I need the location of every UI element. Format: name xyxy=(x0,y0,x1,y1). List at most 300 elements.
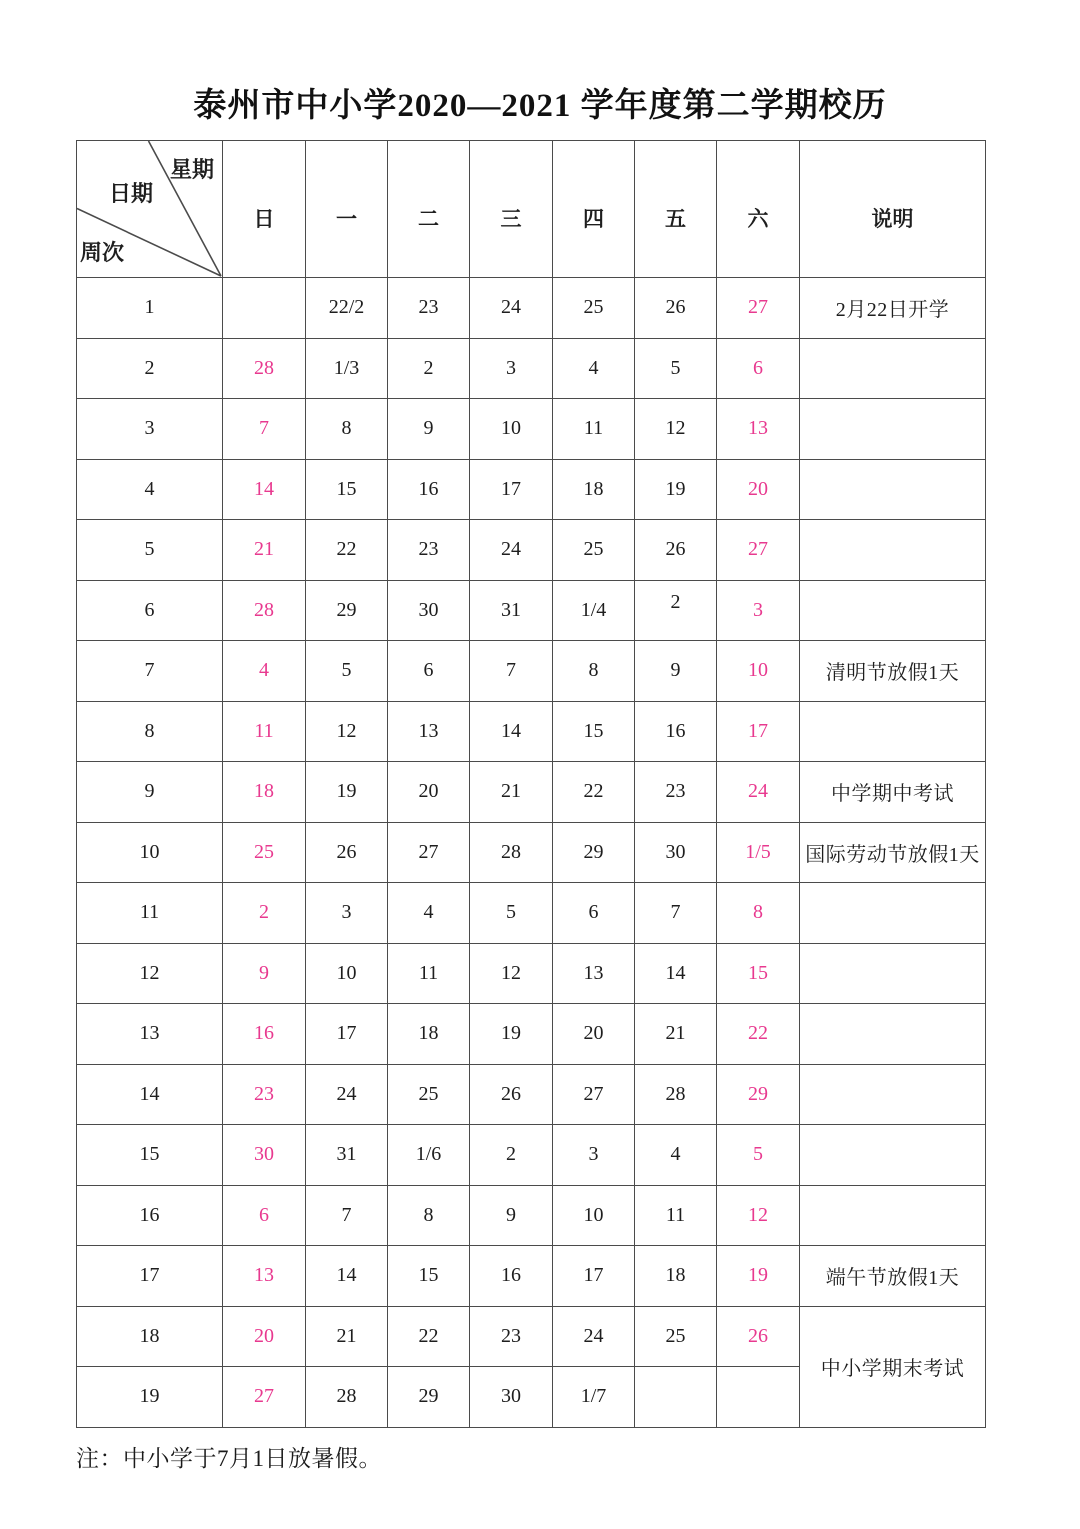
date-value: 19 xyxy=(748,1264,768,1287)
date-cell xyxy=(717,1367,800,1428)
note-cell xyxy=(800,399,986,460)
date-value: 16 xyxy=(501,1264,521,1287)
date-cell xyxy=(388,1064,470,1125)
date-cell xyxy=(306,520,388,581)
date-value: 20 xyxy=(254,1324,274,1347)
date-value: 9 xyxy=(259,961,269,984)
date-value: 21 xyxy=(336,1324,357,1347)
date-cell xyxy=(223,278,306,339)
date-value: 28 xyxy=(501,840,521,863)
date-cell xyxy=(306,1367,388,1428)
date-cell xyxy=(223,580,306,641)
date-cell xyxy=(470,1367,553,1428)
date-cell xyxy=(306,278,388,339)
date-cell xyxy=(553,520,635,581)
date-value: 22 xyxy=(583,780,604,803)
date-cell xyxy=(717,1064,800,1125)
date-value: 21 xyxy=(254,538,274,561)
date-cell xyxy=(223,701,306,762)
date-cell xyxy=(223,1246,306,1307)
date-value: 27 xyxy=(254,1385,274,1408)
date-value: 26 xyxy=(336,840,357,863)
date-cell xyxy=(553,762,635,823)
week-number: 17 xyxy=(77,1246,223,1307)
date-cell xyxy=(553,943,635,1004)
date-cell xyxy=(635,459,717,520)
week-number: 4 xyxy=(77,459,223,520)
date-value: 13 xyxy=(583,961,604,984)
date-value: 15 xyxy=(583,719,604,742)
day-header-tue: 二 xyxy=(388,141,470,278)
note-cell xyxy=(800,338,986,399)
date-cell xyxy=(717,883,800,944)
date-cell xyxy=(306,1125,388,1186)
date-cell xyxy=(553,399,635,460)
date-cell xyxy=(388,1246,470,1307)
calendar-week-row xyxy=(77,338,986,399)
date-value: 22 xyxy=(748,1022,768,1045)
date-cell xyxy=(223,1125,306,1186)
date-cell xyxy=(388,338,470,399)
date-value: 19 xyxy=(501,1022,521,1045)
note-cell: 2月22日开学 xyxy=(800,278,986,339)
date-value: 29 xyxy=(748,1082,768,1105)
date-cell xyxy=(717,701,800,762)
date-cell xyxy=(717,278,800,339)
date-cell xyxy=(717,580,800,641)
date-cell xyxy=(470,338,553,399)
date-cell xyxy=(306,1064,388,1125)
note-cell xyxy=(800,883,986,944)
date-value: 10 xyxy=(583,1203,604,1226)
date-cell xyxy=(553,641,635,702)
date-value: 20 xyxy=(748,477,768,500)
date-cell xyxy=(635,1125,717,1186)
date-cell xyxy=(717,1246,800,1307)
date-value: 13 xyxy=(418,719,439,742)
date-cell xyxy=(388,701,470,762)
date-value: 29 xyxy=(583,840,604,863)
date-cell xyxy=(470,1185,553,1246)
date-cell xyxy=(223,459,306,520)
date-cell xyxy=(306,762,388,823)
date-value: 9 xyxy=(423,417,434,440)
calendar-week-row xyxy=(77,701,986,762)
footnote: 注：中小学于7月1日放暑假。 xyxy=(76,1446,382,1471)
date-cell xyxy=(306,641,388,702)
date-cell xyxy=(553,1125,635,1186)
date-cell xyxy=(635,762,717,823)
date-value: 6 xyxy=(753,356,763,379)
note-cell xyxy=(800,943,986,1004)
day-header-sun: 日 xyxy=(223,141,306,278)
date-cell xyxy=(717,1306,800,1367)
date-cell xyxy=(388,399,470,460)
date-value: 27 xyxy=(748,296,768,319)
date-value: 3 xyxy=(753,598,763,621)
date-value: 28 xyxy=(336,1385,357,1408)
date-value: 2 xyxy=(506,1143,516,1166)
date-cell xyxy=(223,883,306,944)
date-value: 28 xyxy=(254,598,274,621)
date-cell xyxy=(635,520,717,581)
date-value: 1/6 xyxy=(415,1143,442,1166)
calendar-week-row xyxy=(77,1246,986,1307)
page-title: 泰州市中小学2020—2021 学年度第二学期校历 xyxy=(193,88,887,124)
date-cell xyxy=(717,459,800,520)
calendar-week-row xyxy=(77,1306,986,1367)
date-value: 25 xyxy=(418,1082,439,1105)
date-cell xyxy=(635,338,717,399)
date-value: 15 xyxy=(336,477,357,500)
week-number: 1 xyxy=(77,278,223,339)
date-value: 9 xyxy=(506,1203,516,1226)
date-value: 7 xyxy=(506,659,516,682)
calendar-week-row xyxy=(77,641,986,702)
date-cell xyxy=(306,943,388,1004)
date-value: 13 xyxy=(254,1264,274,1287)
date-cell xyxy=(470,883,553,944)
date-value: 11 xyxy=(665,1203,686,1226)
date-value: 30 xyxy=(254,1143,274,1166)
date-cell xyxy=(306,883,388,944)
date-cell xyxy=(635,1306,717,1367)
date-value: 11 xyxy=(254,719,274,742)
date-value: 1/5 xyxy=(745,840,771,863)
calendar-week-row xyxy=(77,1064,986,1125)
date-value: 16 xyxy=(254,1022,274,1045)
calendar-week-row xyxy=(77,520,986,581)
date-value: 4 xyxy=(670,1143,681,1166)
date-cell xyxy=(470,943,553,1004)
week-number: 11 xyxy=(77,883,223,944)
date-value: 18 xyxy=(583,477,604,500)
date-value: 14 xyxy=(501,719,521,742)
date-cell xyxy=(635,701,717,762)
date-cell xyxy=(553,1367,635,1428)
date-cell xyxy=(470,822,553,883)
note-cell xyxy=(800,459,986,520)
date-value: 6 xyxy=(423,659,434,682)
date-cell xyxy=(306,1306,388,1367)
calendar-week-row xyxy=(77,822,986,883)
week-number: 7 xyxy=(77,641,223,702)
date-cell xyxy=(470,1004,553,1065)
date-cell xyxy=(717,338,800,399)
date-cell xyxy=(388,822,470,883)
corner-week-label: 星期 xyxy=(169,157,214,182)
date-value: 28 xyxy=(254,356,274,379)
week-number: 2 xyxy=(77,338,223,399)
date-cell xyxy=(223,1367,306,1428)
date-cell xyxy=(470,701,553,762)
date-value: 23 xyxy=(418,296,439,319)
date-cell xyxy=(635,822,717,883)
date-cell xyxy=(553,1004,635,1065)
date-cell xyxy=(388,520,470,581)
date-value: 6 xyxy=(259,1203,269,1226)
date-cell xyxy=(388,1306,470,1367)
date-cell xyxy=(388,1125,470,1186)
date-value: 2 xyxy=(423,356,434,379)
note-cell: 中小学期末考试 xyxy=(800,1306,986,1427)
date-value: 17 xyxy=(583,1264,604,1287)
note-cell xyxy=(800,1064,986,1125)
week-number: 15 xyxy=(77,1125,223,1186)
date-value: 22 xyxy=(418,1324,439,1347)
date-value: 15 xyxy=(748,961,768,984)
date-cell xyxy=(635,1367,717,1428)
date-value: 7 xyxy=(259,417,269,440)
date-cell xyxy=(223,520,306,581)
date-value: 23 xyxy=(254,1082,274,1105)
date-cell xyxy=(470,520,553,581)
week-number: 3 xyxy=(77,399,223,460)
date-cell xyxy=(635,641,717,702)
week-number: 14 xyxy=(77,1064,223,1125)
date-value: 27 xyxy=(418,840,439,863)
date-value: 14 xyxy=(665,961,686,984)
date-cell xyxy=(470,1306,553,1367)
date-value: 10 xyxy=(501,417,521,440)
date-value: 12 xyxy=(665,417,686,440)
date-value: 30 xyxy=(665,840,686,863)
date-cell xyxy=(553,580,635,641)
date-cell xyxy=(306,701,388,762)
date-value: 26 xyxy=(665,296,686,319)
day-header-thu: 四 xyxy=(553,141,635,278)
date-value: 10 xyxy=(748,659,768,682)
date-cell xyxy=(223,1004,306,1065)
date-cell xyxy=(306,1185,388,1246)
date-value: 25 xyxy=(665,1324,686,1347)
date-cell xyxy=(635,278,717,339)
date-value: 5 xyxy=(341,659,352,682)
date-cell xyxy=(470,278,553,339)
day-header-mon: 一 xyxy=(306,141,388,278)
calendar-table xyxy=(76,140,986,1428)
date-value: 12 xyxy=(336,719,357,742)
date-cell xyxy=(388,762,470,823)
date-cell xyxy=(553,278,635,339)
date-cell xyxy=(306,1246,388,1307)
note-cell xyxy=(800,580,986,641)
date-value: 10 xyxy=(336,961,357,984)
date-value: 5 xyxy=(670,356,681,379)
day-header-fri: 五 xyxy=(635,141,717,278)
corner-cell xyxy=(77,141,223,278)
date-cell xyxy=(553,1246,635,1307)
date-value: 23 xyxy=(418,538,439,561)
date-cell xyxy=(388,1185,470,1246)
date-value: 18 xyxy=(665,1264,686,1287)
date-cell xyxy=(553,338,635,399)
note-cell xyxy=(800,1004,986,1065)
date-value: 17 xyxy=(336,1022,357,1045)
date-cell xyxy=(223,641,306,702)
date-value: 19 xyxy=(336,780,357,803)
date-value: 12 xyxy=(748,1203,768,1226)
date-value: 31 xyxy=(336,1143,357,1166)
date-cell xyxy=(388,1004,470,1065)
calendar-week-row xyxy=(77,1185,986,1246)
date-cell xyxy=(470,641,553,702)
date-value: 11 xyxy=(583,417,604,440)
date-value: 8 xyxy=(588,659,599,682)
calendar-table-body xyxy=(77,141,986,1428)
date-cell xyxy=(306,580,388,641)
header-row xyxy=(77,141,986,278)
date-cell xyxy=(223,1306,306,1367)
date-cell xyxy=(223,1185,306,1246)
note-cell xyxy=(800,520,986,581)
date-cell xyxy=(306,1004,388,1065)
date-value: 3 xyxy=(506,356,516,379)
date-value: 25 xyxy=(254,840,274,863)
date-value: 24 xyxy=(583,1324,604,1347)
date-cell xyxy=(635,943,717,1004)
week-number: 13 xyxy=(77,1004,223,1065)
date-cell xyxy=(553,701,635,762)
date-value: 8 xyxy=(341,417,352,440)
date-cell xyxy=(553,1064,635,1125)
date-cell xyxy=(223,1064,306,1125)
date-cell xyxy=(223,762,306,823)
date-value: 2 xyxy=(670,590,681,613)
date-value: 5 xyxy=(506,901,516,924)
date-value: 20 xyxy=(418,780,439,803)
calendar-week-row xyxy=(77,278,986,339)
date-value: 7 xyxy=(341,1203,352,1226)
date-cell xyxy=(553,459,635,520)
date-cell xyxy=(388,580,470,641)
date-cell xyxy=(717,943,800,1004)
week-number: 16 xyxy=(77,1185,223,1246)
date-value: 29 xyxy=(418,1385,439,1408)
calendar-week-row xyxy=(77,580,986,641)
date-value: 19 xyxy=(665,477,686,500)
date-cell xyxy=(717,762,800,823)
date-value: 28 xyxy=(665,1082,686,1105)
day-header-wed: 三 xyxy=(470,141,553,278)
date-value: 30 xyxy=(501,1385,521,1408)
date-value: 17 xyxy=(748,719,768,742)
date-value: 30 xyxy=(418,598,439,621)
calendar-week-row xyxy=(77,1125,986,1186)
date-value: 3 xyxy=(588,1143,599,1166)
date-cell xyxy=(470,1125,553,1186)
date-value: 13 xyxy=(748,417,768,440)
week-number: 19 xyxy=(77,1367,223,1428)
date-cell xyxy=(717,641,800,702)
date-value: 29 xyxy=(336,598,357,621)
date-value: 26 xyxy=(748,1324,768,1347)
week-number: 8 xyxy=(77,701,223,762)
date-cell xyxy=(223,338,306,399)
date-value: 24 xyxy=(501,538,521,561)
calendar-week-row xyxy=(77,459,986,520)
date-cell xyxy=(635,1246,717,1307)
week-number: 12 xyxy=(77,943,223,1004)
week-number: 18 xyxy=(77,1306,223,1367)
date-cell xyxy=(635,883,717,944)
date-value: 1/3 xyxy=(333,356,360,379)
date-cell xyxy=(388,641,470,702)
date-value: 18 xyxy=(418,1022,439,1045)
corner-weeknum-label: 周次 xyxy=(80,240,125,265)
date-value: 16 xyxy=(418,477,439,500)
date-value: 1/4 xyxy=(580,598,607,621)
date-value: 12 xyxy=(501,961,521,984)
corner-date-label: 日期 xyxy=(109,181,154,206)
note-column-header: 说明 xyxy=(800,141,986,278)
date-cell xyxy=(553,822,635,883)
date-cell xyxy=(306,459,388,520)
date-cell xyxy=(306,822,388,883)
date-cell xyxy=(717,1125,800,1186)
date-value: 27 xyxy=(583,1082,604,1105)
date-value: 1/7 xyxy=(580,1385,607,1408)
date-cell xyxy=(388,883,470,944)
date-cell xyxy=(717,1185,800,1246)
date-value: 23 xyxy=(501,1324,521,1347)
note-cell xyxy=(800,1185,986,1246)
date-value: 21 xyxy=(501,780,521,803)
date-cell xyxy=(635,399,717,460)
calendar-week-row xyxy=(77,883,986,944)
calendar-week-row xyxy=(77,1004,986,1065)
date-value: 16 xyxy=(665,719,686,742)
date-cell xyxy=(635,580,717,641)
date-value: 24 xyxy=(336,1082,357,1105)
date-cell xyxy=(635,1004,717,1065)
date-value: 22/2 xyxy=(328,296,365,319)
date-value: 18 xyxy=(254,780,274,803)
date-value: 20 xyxy=(583,1022,604,1045)
date-value: 17 xyxy=(501,477,521,500)
date-cell xyxy=(553,883,635,944)
day-header-sat: 六 xyxy=(717,141,800,278)
date-cell xyxy=(470,1064,553,1125)
week-number: 6 xyxy=(77,580,223,641)
note-cell: 中学期中考试 xyxy=(800,762,986,823)
calendar-week-row xyxy=(77,762,986,823)
date-value: 2 xyxy=(259,901,269,924)
date-cell xyxy=(223,399,306,460)
date-cell xyxy=(306,399,388,460)
calendar-week-row xyxy=(77,943,986,1004)
date-cell xyxy=(223,822,306,883)
date-value: 4 xyxy=(588,356,599,379)
date-cell xyxy=(470,580,553,641)
date-value: 6 xyxy=(588,901,599,924)
date-value: 26 xyxy=(665,538,686,561)
week-number: 9 xyxy=(77,762,223,823)
date-cell xyxy=(717,1004,800,1065)
date-value: 14 xyxy=(336,1264,357,1287)
date-value: 26 xyxy=(501,1082,521,1105)
date-value: 14 xyxy=(254,477,274,500)
calendar-week-row xyxy=(77,399,986,460)
date-cell xyxy=(717,822,800,883)
date-cell xyxy=(470,459,553,520)
date-cell xyxy=(553,1306,635,1367)
date-value: 3 xyxy=(341,901,352,924)
date-value: 24 xyxy=(748,780,768,803)
week-number: 5 xyxy=(77,520,223,581)
date-value: 7 xyxy=(670,901,681,924)
date-value: 11 xyxy=(418,961,439,984)
